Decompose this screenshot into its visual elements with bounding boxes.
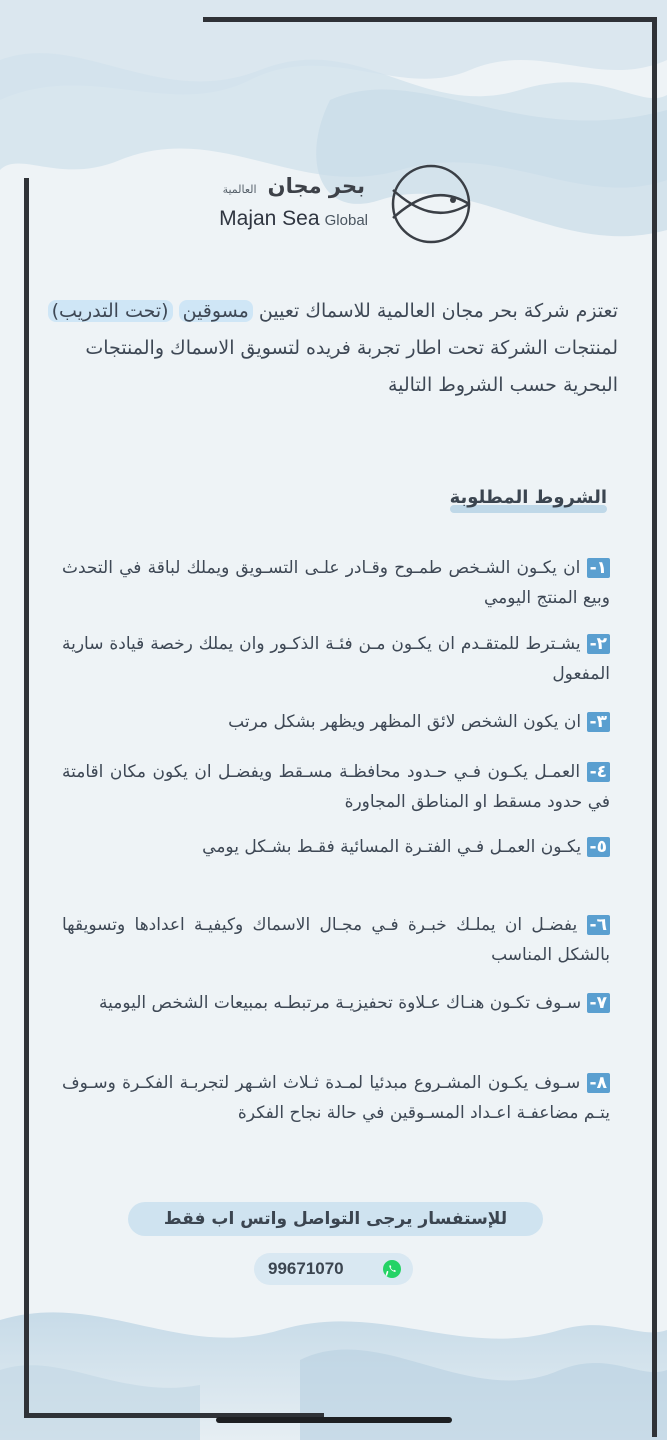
intro-part1: تعتزم شركة بحر مجان العالمية للاسماك تعيين (258, 300, 618, 322)
condition-item (62, 988, 610, 1018)
brand-arabic (223, 174, 365, 198)
condition-text: يفضـل ان يملـك خبـرة فـي مجـال الاسماك وكيفيـة اعدادها وتسويقها بالشكل المناسب (62, 915, 610, 965)
frame-right-border (652, 17, 657, 1437)
condition-text: سـوف يكـون المشـروع مبدئيا لمـدة ثـلاث اشـهر لتجربـة الفكـرة وسـوف يتـم مضاعفـة اعـداد المسـوقين في حالة نجاح الفكرة (62, 1073, 610, 1123)
condition-text: سـوف تكـون هنـاك عـلاوة تحفيزيـة مرتبطـه بمبيعات الشخص اليومية (98, 993, 582, 1013)
intro-part2: لمنتجات الشركة تحت اطار تجربة فريده لتسويق الاسماك والمنتجات البحرية حسب الشروط التالية (85, 337, 618, 396)
condition-item (62, 757, 610, 817)
condition-number: ٣- (587, 712, 610, 732)
condition-number: ٥- (587, 837, 610, 857)
condition-number: ٨- (587, 1073, 610, 1093)
condition-text: العمـل يكـون فـي حـدود محافظـة مسـقط ويفضـل ان يكون مكان اقامتة في حدود مسقط او المناطق المجاورة (62, 762, 610, 812)
condition-number: ٧- (587, 993, 610, 1013)
condition-text: ان يكون الشخص لائق المظهر ويظهر بشكل مرتب (228, 712, 582, 732)
brand-arabic-sub: العالمية (222, 183, 257, 196)
condition-item (62, 1068, 610, 1128)
condition-item (62, 910, 610, 970)
condition-number: ٤- (587, 762, 610, 782)
whatsapp-phone-pill[interactable] (254, 1253, 413, 1285)
intro-highlight-training: (تحت التدريب) (48, 300, 173, 322)
company-logo (190, 160, 480, 250)
condition-item (62, 553, 610, 613)
brand-english (219, 207, 368, 231)
condition-number: ١- (587, 558, 610, 578)
frame-left-border (24, 178, 29, 1418)
condition-text: يشـترط للمتقـدم ان يكـون مـن فئـة الذكـور وان يملك رخصة قيادة سارية المفعول (62, 634, 610, 684)
conditions-heading-text: الشروط المطلوبة (449, 487, 607, 508)
condition-item (62, 707, 610, 737)
brand-arabic-name: بحر مجان (267, 174, 365, 198)
intro-paragraph (40, 293, 618, 404)
condition-number: ٢- (587, 634, 610, 654)
condition-item (62, 629, 610, 689)
condition-number: ٦- (587, 915, 610, 935)
frame-top-border (203, 17, 657, 22)
brand-english-sub: Global (324, 212, 368, 229)
whatsapp-icon (382, 1259, 402, 1279)
brand-english-name: Majan Sea (219, 207, 320, 230)
contact-banner: للإستفسار يرجى التواصل واتس اب فقط (128, 1202, 543, 1236)
intro-highlight-marketers: مسوقين (179, 300, 253, 322)
conditions-heading (450, 487, 607, 513)
condition-text: ان يكـون الشـخص طمـوح وقـادر علـى التسـويق ويملك لباقة في التحدث وبيع المنتج اليومي (62, 558, 610, 608)
condition-item (62, 832, 610, 862)
fish-logo-icon (385, 160, 473, 248)
phone-number[interactable]: 99671070 (268, 1259, 344, 1278)
condition-text: يكـون العمـل فـي الفتـرة المسائية فقـط بشـكل يومي (202, 837, 582, 857)
home-indicator (216, 1417, 452, 1423)
